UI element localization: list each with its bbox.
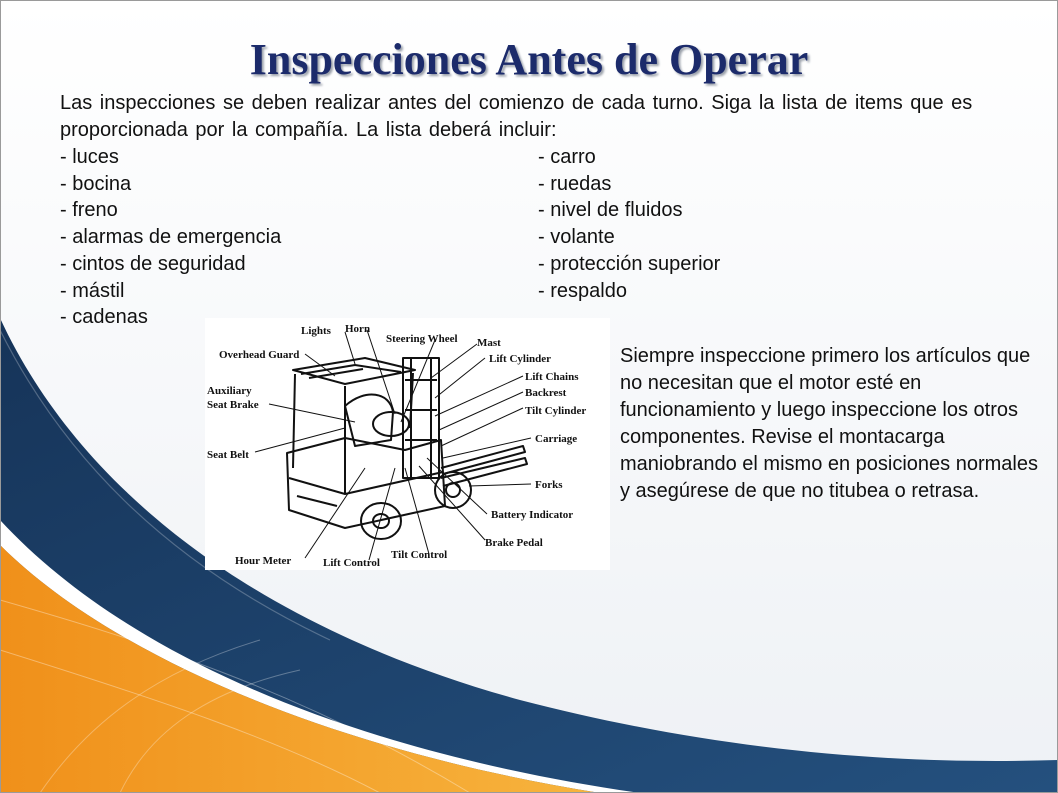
body-shape: [287, 438, 445, 528]
forklift-drawing: [205, 318, 610, 570]
label-battery-indicator: Battery Indicator: [491, 509, 574, 521]
label-steering-wheel: Steering Wheel: [386, 333, 458, 345]
checklist-item: - protección superior: [538, 252, 721, 275]
slide-title: Inspecciones Antes de Operar: [249, 35, 809, 84]
label-backrest: Backrest: [525, 387, 567, 399]
label-lights: Lights: [301, 325, 331, 337]
label-lift-cylinder: Lift Cylinder: [489, 353, 552, 365]
checklist-item: - mástil: [60, 279, 125, 302]
checklist-item: - freno: [60, 199, 118, 222]
intro-text: Las inspecciones se deben realizar antes del comienzo de cada turno. Siga la lista de items que es proporcionada por la compañía. La lista deberá incluir:: [60, 92, 973, 141]
label-brake-pedal: Brake Pedal: [485, 537, 543, 549]
checklist-item: - nivel de fluidos: [538, 199, 683, 222]
checklist-item: - respaldo: [538, 279, 627, 302]
checklist-item: - cintos de seguridad: [60, 252, 246, 275]
label-tilt-cylinder: Tilt Cylinder: [525, 405, 587, 417]
side-note-text: Siempre inspeccione primero los artículos que no necesitan que el motor esté en funcionamiento y luego inspeccione los otros componentes. Revise el montacarga maniobrando el mismo en posiciones normales y asegúrese de que no titubea o retrasa.: [620, 345, 1038, 502]
checklist-item: - alarmas de emergencia: [60, 226, 282, 249]
label-seat-belt: Seat Belt: [207, 449, 249, 461]
label-forks: Forks: [535, 479, 563, 491]
label-overhead-guard: Overhead Guard: [219, 349, 300, 361]
forklift-diagram: [205, 318, 610, 570]
checklist-right: [538, 144, 720, 304]
label-mast: Mast: [477, 337, 501, 349]
label-lift-chains: Lift Chains: [525, 371, 579, 383]
checklist-item: - carro: [538, 146, 596, 168]
checklist-item: - bocina: [60, 172, 132, 195]
checklist-item: - luces: [60, 146, 119, 168]
label-horn: Horn: [345, 323, 371, 335]
checklist-left: [60, 144, 281, 331]
label-lift-control: Lift Control: [323, 557, 380, 569]
label-seat-brake: Seat Brake: [207, 399, 259, 411]
checklist-item: - cadenas: [60, 306, 148, 329]
seat-shape: [345, 395, 393, 446]
label-carriage: Carriage: [535, 433, 578, 445]
label-tilt-control: Tilt Control: [391, 549, 448, 561]
checklist-item: - ruedas: [538, 172, 612, 195]
label-hour-meter: Hour Meter: [235, 555, 292, 567]
checklist-item: - volante: [538, 226, 615, 249]
label-auxiliary: Auxiliary: [207, 385, 252, 397]
